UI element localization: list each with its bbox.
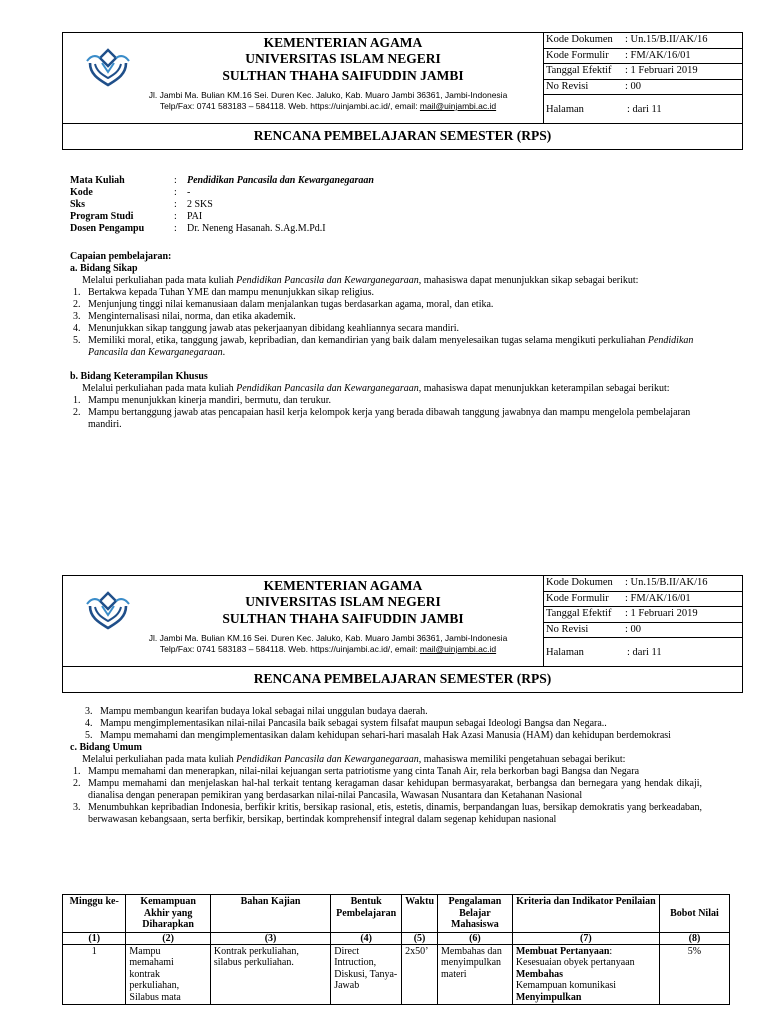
address-line: Jl. Jambi Ma. Bulian KM.16 Sei. Duren Kec. Jaluko, Kab. Muaro Jambi 36361, Jambi-Indonesia	[148, 90, 508, 100]
institution-block	[63, 576, 544, 666]
list-item: 2. Mampu memahami dan menjelaskan hal-hal terkait tentang keragaman dasar kehidupan bermasyarakat, berbangsa dan bernegara yang hendak dikaji, dianalisa dengan penerapan pemikiran yang berdasarkan nilai-nilai Pancasila, Wawasan Nusantara dan Ketahanan Nasional	[73, 778, 702, 801]
section-c-title: c. Bidang Umum	[70, 742, 142, 753]
learning-outcomes	[70, 251, 702, 431]
table-index-row: (1) (2) (3) (4) (5) (6) (7) (8)	[63, 932, 730, 944]
list-item: 3. Menumbuhkan kepribadian Indonesia, berfikir kritis, bersikap rasional, etis, estetis, dinamis, berpandangan luas, bersikap demokratis yang berkeadaban, berwawasan kebangsaan, serta berfikir, bersikap, bertindak komprehensif integral dalam segenap kehidupan nasional	[73, 802, 702, 825]
contact-line: Telp/Fax: 0741 583183 – 584118. Web. https://uinjambi.ac.id/, email: mail@uinjambi.ac.id	[159, 101, 497, 111]
list-item: 1. Mampu menunjukkan kinerja mandiri, bermutu, dan terukur.	[73, 395, 331, 406]
university-logo-icon	[85, 47, 131, 89]
section-b-intro: Melalui perkuliahan pada mata kuliah Pendidikan Pancasila dan Kewarganegaraan, mahasiswa dapat menunjukkan keterampilan sebagai berikut:	[82, 383, 670, 394]
course-row: Dosen Pengampu : Dr. Neneng Hasanah. S.Ag.M.Pd.I	[70, 223, 326, 234]
column-header: Pengalaman Belajar Mahasiswa	[438, 895, 513, 933]
list-item: 4. Menunjukkan sikap tanggung jawab atas pekerjaanyan dibidang keahliannya secara mandiri.	[73, 323, 459, 334]
university-logo-icon	[85, 590, 131, 632]
section-b-title: b. Bidang Keterampilan Khusus	[70, 371, 208, 382]
column-header: Bentuk Pembelajaran	[331, 895, 402, 933]
list-item: 1. Mampu memahami dan menerapkan, nilai-nilai kejuangan serta patriotisme yang cinta Tanah Air, rela berkorban bagi Bangsa dan Negara	[73, 766, 640, 777]
list-item: 3. Mampu membangun kearifan budaya lokal sebagai nilai unggulan budaya daerah.	[85, 706, 428, 717]
email-link[interactable]: mail@uinjambi.ac.id	[419, 101, 497, 111]
section-c-intro: Melalui perkuliahan pada mata kuliah Pendidikan Pancasila dan Kewarganegaraan, mahasiswa memiliki pengetahuan sebagai berikut:	[82, 754, 626, 765]
email-link[interactable]: mail@uinjambi.ac.id	[419, 644, 497, 654]
document-meta: Kode Dokumen : Un.15/B.II/AK/16 Kode Formulir : FM/AK/16/01 Tanggal Efektif : 1 Februari 2019 No Revisi : 00 Halaman : dari 11	[543, 576, 742, 666]
contact-line: Telp/Fax: 0741 583183 – 584118. Web. https://uinjambi.ac.id/, email: mail@uinjambi.ac.id	[159, 644, 497, 654]
section-a-title: a. Bidang Sikap	[70, 263, 138, 274]
university-name-2: SULTHAN THAHA SAIFUDDIN JAMBI	[222, 611, 464, 626]
list-item: 4. Mampu mengimplementasikan nilai-nilai Pancasila baik sebagai system filsafat maupun sebagai Ideologi Bangsa dan Negara..	[85, 718, 607, 729]
course-row: Sks : 2 SKS	[70, 199, 213, 210]
document-meta: Kode Dokumen : Un.15/B.II/AK/16 Kode Formulir : FM/AK/16/01 Tanggal Efektif : 1 Februari 2019 No Revisi : 00 Halaman : dari 11	[543, 33, 742, 123]
course-row: Program Studi : PAI	[70, 211, 203, 222]
list-item: 1. Bertakwa kepada Tuhan YME dan mampu menunjukkan sikap religius.	[73, 287, 374, 298]
learning-outcomes-cont	[70, 706, 702, 826]
ministry-name: KEMENTERIAN AGAMA	[263, 35, 423, 50]
list-item: 5. Mampu memahami dan mengimplementasikan dalam kehidupan sehari-hari masalah Hak Azasi Manusia (HAM) dan kehidupan berdemokrasi	[85, 730, 671, 741]
column-header: Kemampuan Akhir yang Diharapkan	[126, 895, 210, 933]
ministry-name: KEMENTERIAN AGAMA	[263, 578, 423, 593]
document-header	[62, 32, 743, 150]
assessment-criteria: Membuat Pertanyaan: Kesesuaian obyek pertanyaan Membahas Kemampuan komunikasi Menyimpulkan	[512, 944, 659, 1005]
university-name: UNIVERSITAS ISLAM NEGERI	[245, 594, 441, 609]
section-a-intro: Melalui perkuliahan pada mata kuliah Pendidikan Pancasila dan Kewarganegaraan, mahasiswa dapat menunjukkan sikap sebagai berikut:	[82, 275, 639, 286]
column-header: Bahan Kajian	[210, 895, 330, 933]
course-row: Mata Kuliah : Pendidikan Pancasila dan Kewarganegaraan	[70, 175, 374, 186]
course-row: Kode : -	[70, 187, 191, 198]
list-item: 3. Menginternalisasi nilai, norma, dan etika akademik.	[73, 311, 296, 322]
course-info	[70, 175, 702, 235]
address-line: Jl. Jambi Ma. Bulian KM.16 Sei. Duren Kec. Jaluko, Kab. Muaro Jambi 36361, Jambi-Indonesia	[148, 633, 508, 643]
university-name-2: SULTHAN THAHA SAIFUDDIN JAMBI	[222, 68, 464, 83]
table-header-row	[63, 895, 730, 933]
list-item: 2. Menjunjung tinggi nilai kemanusiaan dalam menjalankan tugas berdasarkan agama, moral, dan etika.	[73, 299, 494, 310]
column-header: Bobot Nilai	[659, 895, 729, 933]
document-header	[62, 575, 743, 693]
document-title: RENCANA PEMBELAJARAN SEMESTER (RPS)	[63, 123, 742, 150]
list-item: 2. Mampu bertanggung jawab atas pencapaian hasil kerja kelompok kerja yang berada dibawah tanggung jawabnya dan mampu mengelola pembelajaran mandiri.	[73, 407, 691, 430]
column-header: Waktu	[402, 895, 438, 933]
rps-table	[62, 894, 730, 1005]
table-row: 1 Mampu memahami kontrak perkuliahan, Silabus mata Kontrak perkuliahan, silabus perkuliahan. Direct Intruction, Diskusi, Tanya-Jawab 2x50’ Membahas dan menyimpulkan materi Membuat Pertanyaan: Kesesuaian obyek pertanyaan Membahas Kemampuan komunikasi Menyimpulkan 5%	[63, 944, 730, 1005]
institution-block	[63, 33, 544, 123]
university-name: UNIVERSITAS ISLAM NEGERI	[245, 51, 441, 66]
outcomes-heading: Capaian pembelajaran:	[70, 251, 172, 262]
column-header: Minggu ke-	[63, 895, 126, 933]
document-title: RENCANA PEMBELAJARAN SEMESTER (RPS)	[63, 666, 742, 693]
list-item: 5. Memiliki moral, etika, tanggung jawab, kepribadian, dan kemandirian yang baik dalam menyelesaikan tugas selama mengikuti perkuliahan Pendidikan Pancasila dan Kewarganegaraan.	[73, 335, 694, 358]
column-header: Kriteria dan Indikator Penilaian	[512, 895, 659, 933]
